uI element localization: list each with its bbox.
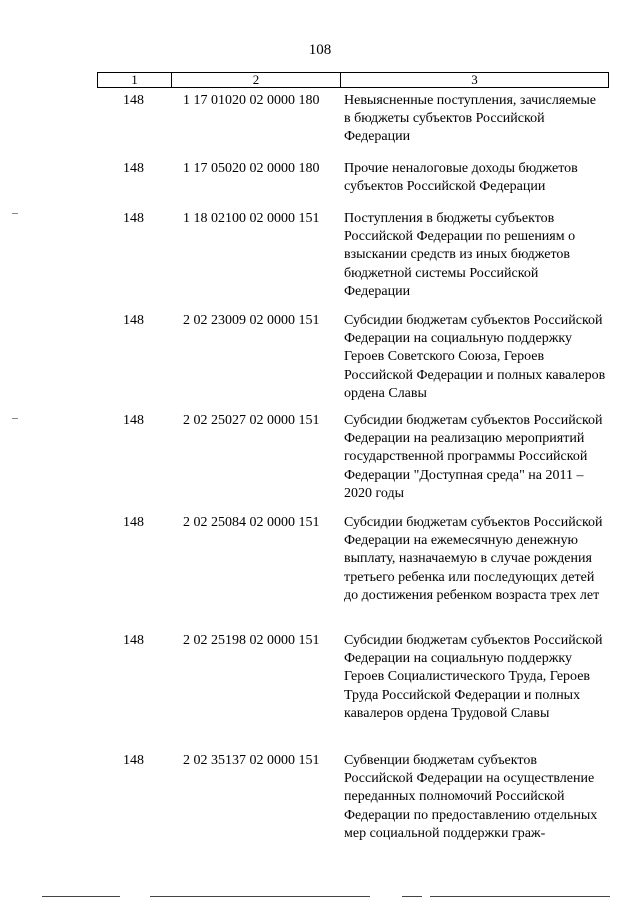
margin-mark	[12, 418, 18, 419]
budget-code-cell: 2 02 25198 02 0000 151	[183, 633, 320, 648]
income-name-cell: Поступления в бюджеты субъектов Российской Федерации по решениям о взыскании средств из иных бюджетов бюджетной системы Российской Федерации	[344, 211, 576, 299]
admin-code-cell: 148	[123, 161, 144, 176]
admin-code-cell: 148	[123, 413, 144, 428]
admin-code-cell: 148	[123, 211, 144, 226]
footer-divider	[42, 896, 120, 897]
table-header	[97, 72, 609, 88]
page-number: 108	[308, 42, 332, 58]
income-name-cell: Субсидии бюджетам субъектов Российской Федерации на ежемесячную денежную выплату, назначаемую в случае рождения третьего ребенка или последующих детей до достижения ребенком возраста трех лет	[344, 515, 603, 603]
income-name-cell: Субсидии бюджетам субъектов Российской Федерации на социальную поддержку Героев Советского Союза, Героев Российской Федерации и полных кавалеров ордена Славы	[344, 313, 606, 401]
budget-code-cell: 2 02 35137 02 0000 151	[183, 753, 320, 768]
income-name-cell: Прочие неналоговые доходы бюджетов субъектов Российской Федерации	[344, 161, 578, 195]
admin-code-cell: 148	[123, 515, 144, 530]
budget-code-cell: 1 18 02100 02 0000 151	[183, 211, 320, 226]
budget-code-cell: 1 17 05020 02 0000 180	[183, 161, 320, 176]
budget-code-cell: 2 02 25084 02 0000 151	[183, 515, 320, 530]
footer-divider	[402, 896, 422, 897]
budget-code-cell: 2 02 25027 02 0000 151	[183, 413, 320, 428]
admin-code-cell: 148	[123, 313, 144, 328]
admin-code-cell: 148	[123, 633, 144, 648]
admin-code-cell: 148	[123, 753, 144, 768]
header-col-1: 1	[98, 73, 172, 87]
income-name-cell: Субсидии бюджетам субъектов Российской Федерации на реализацию мероприятий государственной программы Российской Федерации "Доступная среда" на 2011 – 2020 годы	[344, 413, 603, 501]
admin-code-cell: 148	[123, 93, 144, 108]
budget-code-cell: 2 02 23009 02 0000 151	[183, 313, 320, 328]
budget-code-cell: 1 17 01020 02 0000 180	[183, 93, 320, 108]
margin-mark	[12, 213, 18, 214]
header-col-3: 3	[471, 72, 478, 87]
income-name-cell: Субсидии бюджетам субъектов Российской Федерации на социальную поддержку Героев Социалистического Труда, Героев Труда Российской Федерации и полных кавалеров ордена Трудовой Славы	[344, 633, 603, 721]
footer-divider	[150, 896, 370, 897]
income-name-cell: Субвенции бюджетам субъектов Российской Федерации на осуществление переданных полномочий Российской Федерации по предоставлению отдельных мер социальной поддержки граж-	[344, 753, 598, 841]
footer-divider	[430, 896, 610, 897]
header-col-2: 2	[172, 73, 341, 87]
income-name-cell: Невыясненные поступления, зачисляемые в бюджеты субъектов Российской Федерации	[344, 93, 596, 145]
